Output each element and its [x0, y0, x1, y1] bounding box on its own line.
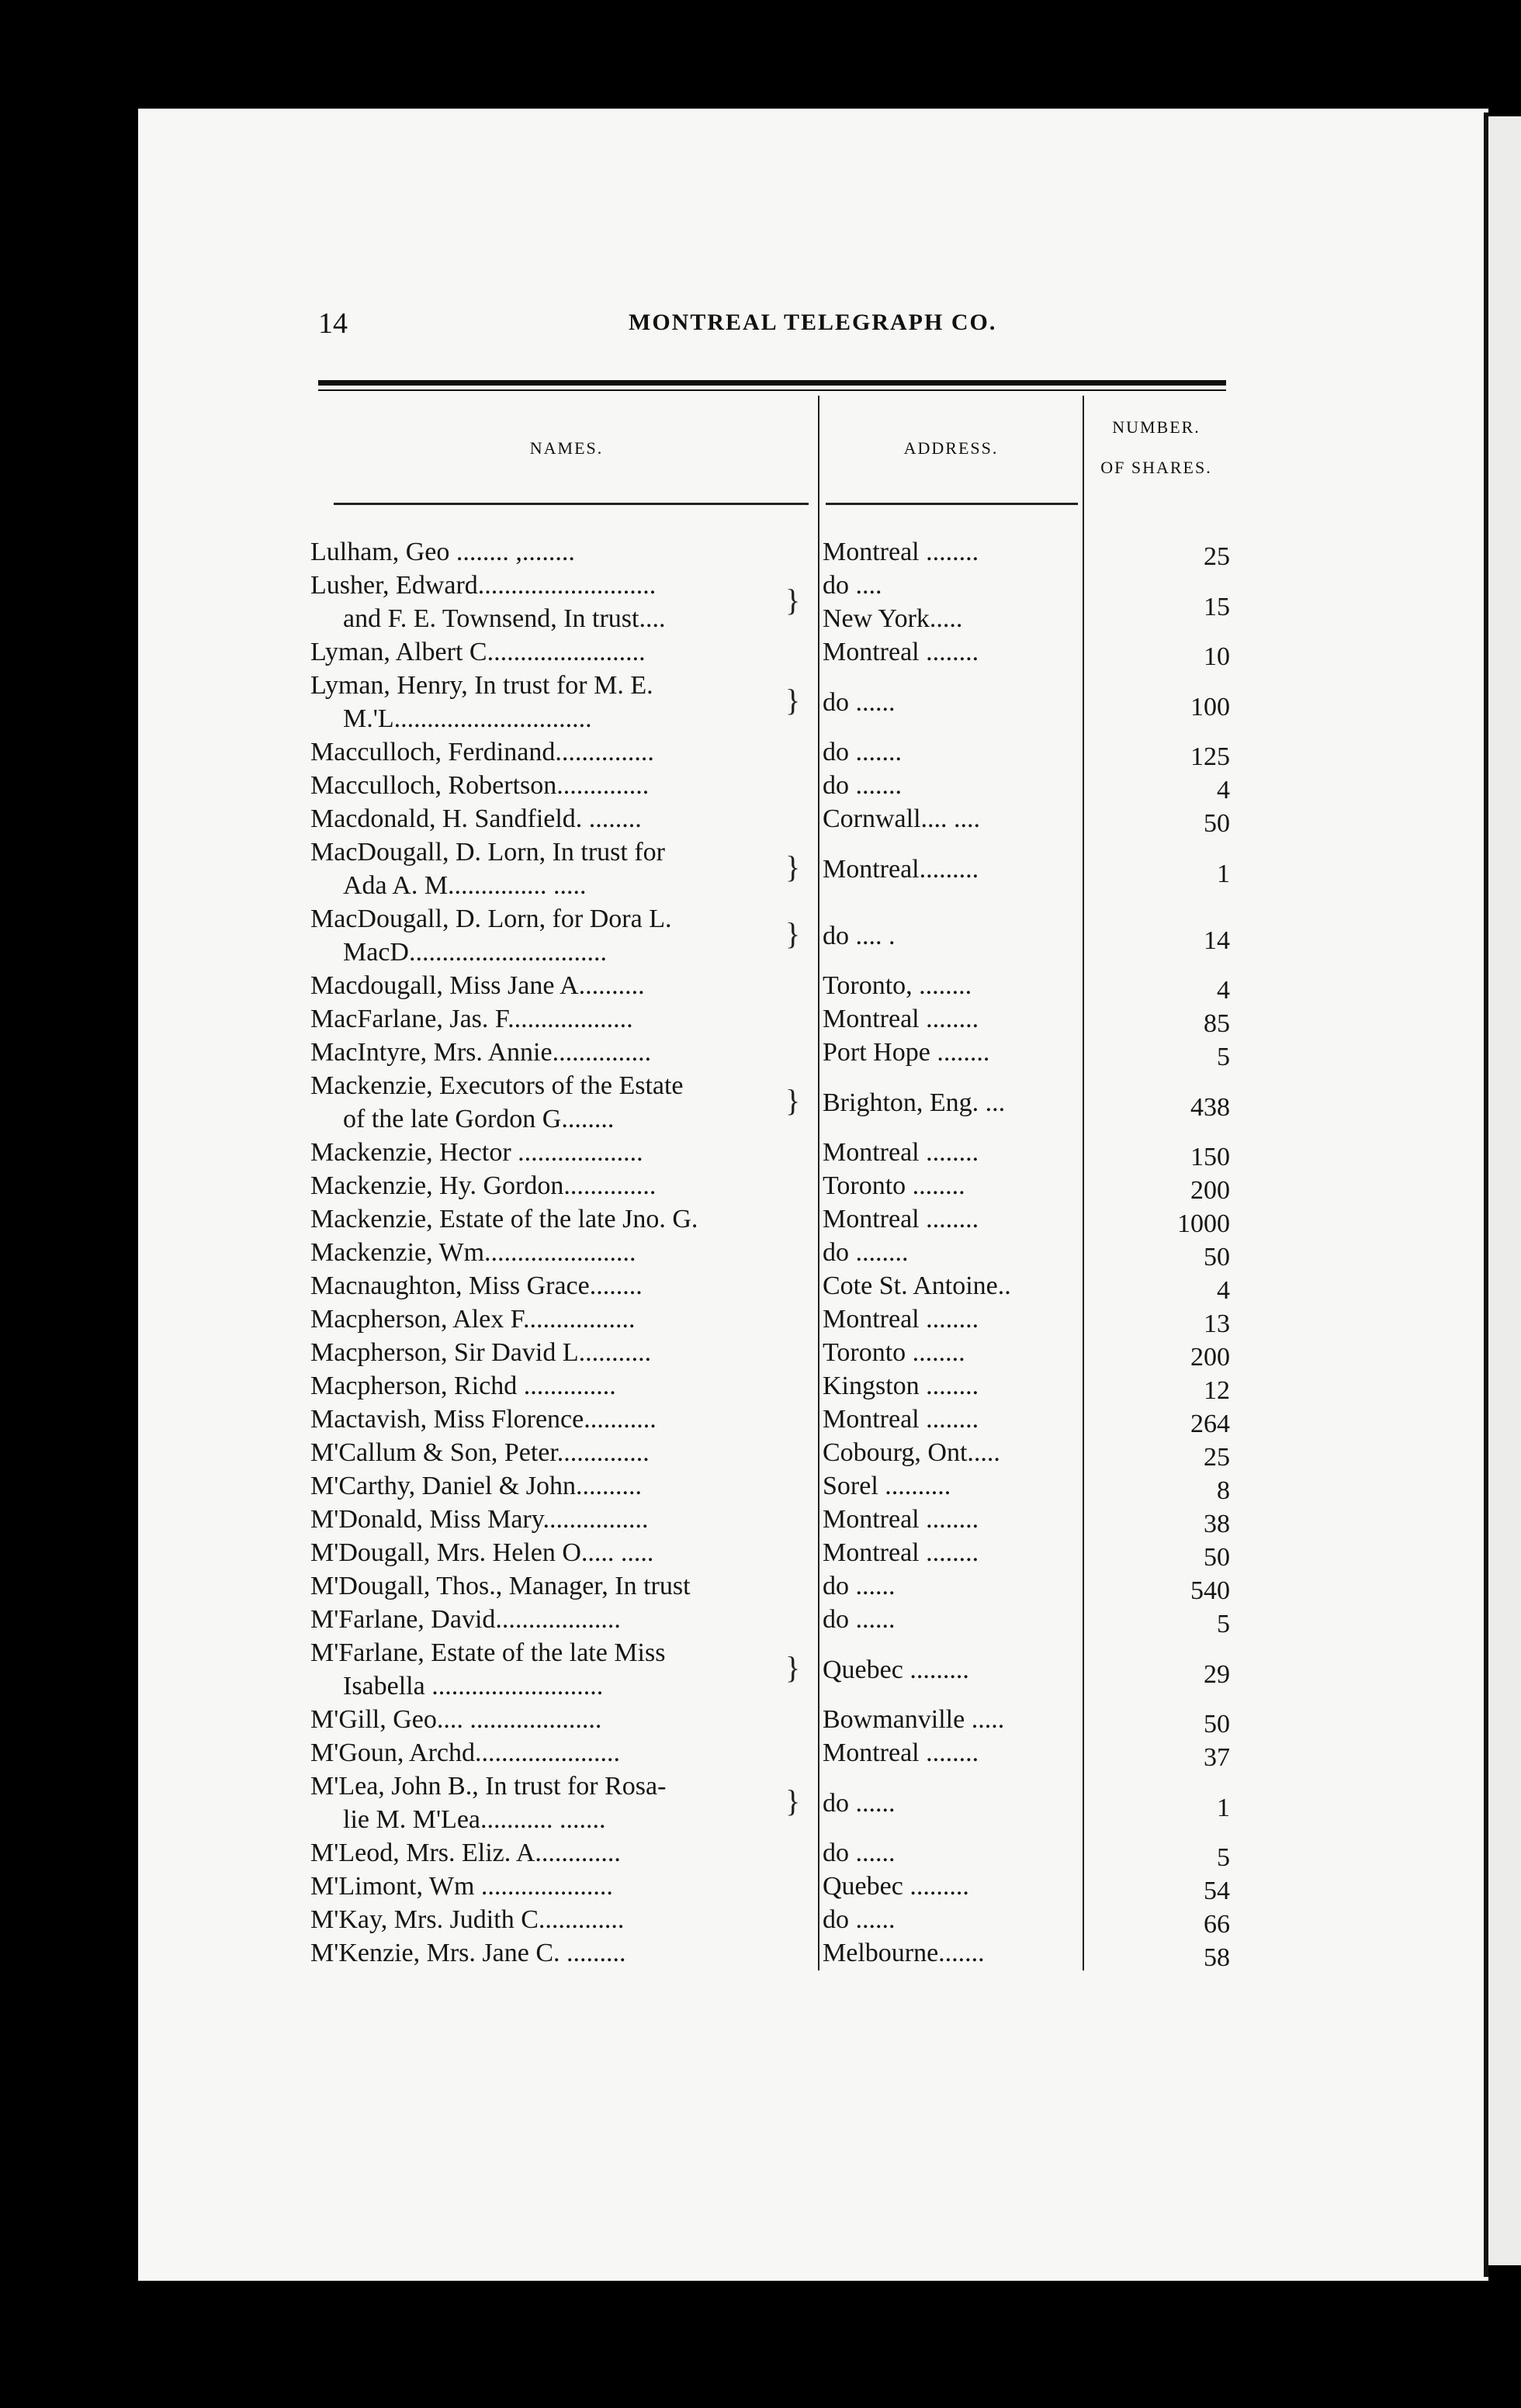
table-row [310, 1770, 1234, 1836]
table-row [310, 1636, 1234, 1703]
grouping-brace: } [785, 916, 801, 951]
shareholder-name [310, 802, 807, 836]
shareholder-address: Brighton, Eng. ... [823, 1088, 1006, 1117]
name-line: MacDougall, D. Lorn, In trust for [310, 838, 666, 867]
shareholder-name [310, 1536, 807, 1569]
shareholder-address: do ...... [823, 1839, 896, 1867]
number-of-shares: 4 [1217, 776, 1230, 804]
shareholder-address: Montreal ........ [823, 1205, 979, 1233]
column-header-number: NUMBER. [1112, 417, 1201, 437]
shareholder-name [310, 1569, 807, 1603]
grouping-brace: } [785, 583, 801, 618]
name-line: Mackenzie, Wm....................... [310, 1238, 636, 1267]
number-of-shares: 1000 [1177, 1209, 1230, 1238]
table-row [310, 1369, 1234, 1403]
shareholder-name [310, 1870, 807, 1903]
name-line: M'Donald, Miss Mary................ [310, 1505, 649, 1534]
shareholder-address: Montreal ........ [823, 538, 979, 566]
name-line: M'Lea, John B., In trust for Rosa- [310, 1772, 667, 1801]
shareholder-list [310, 535, 1234, 1970]
shareholder-name [310, 1236, 807, 1269]
name-line: of the late Gordon G........ [343, 1105, 615, 1133]
shareholder-name [310, 1169, 807, 1202]
name-line: Mackenzie, Hy. Gordon.............. [310, 1171, 657, 1200]
table-row [310, 1269, 1234, 1303]
name-line: Macpherson, Richd .............. [310, 1372, 616, 1400]
number-of-shares: 438 [1190, 1092, 1230, 1122]
number-of-shares: 12 [1204, 1376, 1230, 1405]
table-row [310, 1069, 1234, 1136]
shareholder-name [310, 836, 807, 902]
shareholder-address: Melbourne....... [823, 1939, 985, 1967]
shareholder-name [310, 769, 807, 802]
table-row [310, 569, 1234, 635]
shareholder-name [310, 1903, 807, 1936]
name-line: Mackenzie, Hector ................... [310, 1138, 643, 1167]
table-row [310, 836, 1234, 902]
number-of-shares: 85 [1204, 1009, 1230, 1038]
shareholder-address: do ...... [823, 687, 896, 717]
shareholder-address: Kingston ........ [823, 1372, 979, 1400]
table-row [310, 1036, 1234, 1069]
name-line: Macdougall, Miss Jane A.......... [310, 971, 645, 1000]
name-line: Mackenzie, Executors of the Estate [310, 1071, 684, 1100]
table-row [310, 1202, 1234, 1236]
name-line: Macdonald, H. Sandfield. ........ [310, 804, 642, 833]
shareholder-name [310, 1036, 807, 1069]
name-line: Macculloch, Ferdinand............... [310, 738, 654, 766]
name-line: M'Gill, Geo.... .................... [310, 1705, 602, 1734]
table-row [310, 535, 1234, 569]
number-of-shares: 66 [1204, 1910, 1230, 1939]
name-line: Lyman, Henry, In trust for M. E. [310, 671, 653, 700]
grouping-brace: } [785, 1784, 801, 1818]
number-of-shares: 14 [1204, 925, 1230, 955]
shareholder-name [310, 569, 807, 635]
shareholder-name [310, 969, 807, 1002]
table-row [310, 802, 1234, 836]
name-line: Lyman, Albert C........................ [310, 638, 646, 666]
shareholder-address: Montreal ........ [823, 1305, 979, 1334]
table-row [310, 669, 1234, 735]
number-of-shares: 125 [1190, 742, 1230, 771]
number-of-shares: 8 [1217, 1476, 1230, 1505]
table-row [310, 1903, 1234, 1939]
grouping-brace: } [785, 683, 801, 718]
table-row [310, 1703, 1234, 1739]
page-number: 14 [318, 307, 348, 340]
shareholder-name [310, 1770, 807, 1836]
running-title: MONTREAL TELEGRAPH CO. [629, 310, 997, 335]
number-of-shares: 4 [1217, 976, 1230, 1005]
shareholder-address: Sorel .......... [823, 1472, 951, 1500]
shareholder-name [310, 1503, 807, 1536]
header-rule [318, 380, 1226, 386]
table-row [310, 1836, 1234, 1870]
table-row [310, 735, 1234, 769]
shareholder-address: Montreal ........ [823, 1739, 979, 1767]
name-line: Ada A. M............... ..... [343, 871, 587, 900]
number-of-shares: 50 [1204, 809, 1230, 838]
name-line: M'Leod, Mrs. Eliz. A............. [310, 1839, 621, 1867]
shareholder-name [310, 1736, 807, 1770]
number-of-shares: 50 [1204, 1543, 1230, 1572]
shareholder-address: Montreal ........ [823, 1405, 979, 1434]
table-row [310, 1536, 1234, 1572]
shareholder-address: do ....... [823, 738, 902, 766]
shareholder-name [310, 902, 807, 969]
shareholder-name [310, 1436, 807, 1469]
name-line: M'Farlane, Estate of the late Miss [310, 1638, 666, 1667]
table-row [310, 1936, 1234, 1970]
number-of-shares: 25 [1204, 1443, 1230, 1472]
shareholder-name [310, 1336, 807, 1369]
shareholder-name [310, 669, 807, 735]
number-of-shares: 200 [1190, 1176, 1230, 1205]
name-line: MacD.............................. [343, 938, 607, 967]
table-row [310, 1303, 1234, 1336]
number-of-shares: 29 [1204, 1659, 1230, 1689]
shareholder-address: do ........ [823, 1238, 909, 1267]
name-line: Lulham, Geo ........ ,........ [310, 538, 575, 566]
number-of-shares: 5 [1217, 1043, 1230, 1071]
shareholder-name [310, 1269, 807, 1303]
table-row [310, 1503, 1234, 1536]
name-line: lie M. M'Lea........... ....... [343, 1805, 606, 1834]
shareholder-name [310, 1369, 807, 1403]
number-of-shares: 5 [1217, 1843, 1230, 1872]
number-of-shares: 50 [1204, 1243, 1230, 1271]
number-of-shares: 50 [1204, 1710, 1230, 1739]
shareholder-name [310, 1603, 807, 1636]
name-line: Macnaughton, Miss Grace........ [310, 1271, 643, 1300]
name-line: MacDougall, D. Lorn, for Dora L. [310, 905, 672, 933]
shareholder-name [310, 535, 807, 569]
shareholder-address: Montreal......... [823, 854, 979, 884]
grouping-brace: } [785, 1083, 801, 1118]
column-header-of-shares: OF SHARES. [1100, 458, 1212, 477]
number-of-shares: 1 [1217, 859, 1230, 888]
number-of-shares: 1 [1217, 1793, 1230, 1822]
shareholder-address [823, 569, 1079, 635]
name-line: Lusher, Edward........................... [310, 571, 657, 600]
name-line: Macculloch, Robertson.............. [310, 771, 650, 800]
number-of-shares: 58 [1204, 1943, 1230, 1972]
shareholder-name [310, 1202, 807, 1236]
name-line: M.'L.............................. [343, 704, 592, 733]
shareholder-name [310, 1703, 807, 1736]
name-line: M'Callum & Son, Peter.............. [310, 1438, 650, 1467]
shareholder-address: Bowmanville ..... [823, 1705, 1005, 1734]
number-of-shares: 13 [1204, 1310, 1230, 1338]
shareholder-address: Montreal ........ [823, 1138, 979, 1167]
table-row [310, 635, 1234, 669]
shareholder-address: Montreal ........ [823, 1538, 979, 1567]
shareholder-name [310, 1836, 807, 1870]
table-row [310, 1870, 1234, 1903]
number-of-shares: 15 [1204, 592, 1230, 621]
shareholder-name [310, 635, 807, 669]
table-row [310, 1469, 1234, 1503]
number-of-shares: 264 [1190, 1410, 1230, 1438]
name-line: M'Kenzie, Mrs. Jane C. ......... [310, 1939, 626, 1967]
name-line: MacIntyre, Mrs. Annie............... [310, 1038, 652, 1067]
shareholder-address: Montreal ........ [823, 638, 979, 666]
shareholder-name [310, 1636, 807, 1703]
shareholder-address: do ...... [823, 1788, 896, 1818]
shareholder-name [310, 1136, 807, 1169]
column-header-address: ADDRESS. [903, 438, 999, 458]
shareholder-address: Cornwall.... .... [823, 804, 981, 833]
shareholder-address: do .... . [823, 921, 896, 950]
grouping-brace: } [785, 1650, 801, 1685]
address-line: New York..... [823, 604, 963, 633]
name-line: M'Farlane, David................... [310, 1605, 621, 1634]
number-of-shares: 4 [1217, 1276, 1230, 1305]
address-line: do .... [823, 571, 882, 600]
name-line: M'Dougall, Mrs. Helen O..... ..... [310, 1538, 654, 1567]
header-rule-thin [318, 389, 1226, 391]
name-line: Macpherson, Alex F................. [310, 1305, 636, 1334]
table-row [310, 1436, 1234, 1472]
shareholder-address: Port Hope ........ [823, 1038, 990, 1067]
number-of-shares: 37 [1204, 1743, 1230, 1772]
name-line: M'Carthy, Daniel & John.......... [310, 1472, 642, 1500]
shareholder-address: do ...... [823, 1572, 896, 1600]
shareholder-address: Cote St. Antoine.. [823, 1271, 1011, 1300]
shareholder-address: Toronto, ........ [823, 971, 972, 1000]
table-row [310, 1002, 1234, 1036]
number-of-shares: 100 [1190, 692, 1230, 721]
name-line: M'Dougall, Thos., Manager, In trust [310, 1572, 691, 1600]
column-header-names: NAMES. [529, 438, 604, 458]
shareholder-address: do ....... [823, 771, 902, 800]
name-line: and F. E. Townsend, In trust.... [343, 604, 666, 633]
table-row [310, 902, 1234, 969]
shareholder-name [310, 1069, 807, 1136]
shareholder-address: do ...... [823, 1905, 896, 1934]
shareholder-address: Toronto ........ [823, 1338, 965, 1367]
name-line: M'Goun, Archd...................... [310, 1739, 621, 1767]
shareholder-address: Cobourg, Ont..... [823, 1438, 1000, 1467]
shareholder-address: Montreal ........ [823, 1505, 979, 1534]
table-row [310, 1603, 1234, 1636]
name-line: M'Limont, Wm .................... [310, 1872, 613, 1901]
name-line: M'Kay, Mrs. Judith C............. [310, 1905, 625, 1934]
table-row [310, 1236, 1234, 1269]
names-header-underline [334, 503, 809, 505]
shareholder-name [310, 1303, 807, 1336]
facing-page-edge [1488, 116, 1521, 2265]
number-of-shares: 150 [1190, 1143, 1230, 1171]
number-of-shares: 10 [1204, 642, 1230, 671]
shareholder-name [310, 1936, 807, 1970]
number-of-shares: 54 [1204, 1877, 1230, 1905]
shareholder-name [310, 735, 807, 769]
grouping-brace: } [785, 849, 801, 884]
shareholder-address: Toronto ........ [823, 1171, 965, 1200]
page-header [318, 306, 1234, 353]
address-header-underline [826, 503, 1078, 505]
number-of-shares: 5 [1217, 1610, 1230, 1638]
shareholder-name [310, 1002, 807, 1036]
shareholder-address: Montreal ........ [823, 1005, 979, 1033]
number-of-shares: 25 [1204, 542, 1230, 571]
table-row [310, 1336, 1234, 1372]
name-line: MacFarlane, Jas. F................... [310, 1005, 633, 1033]
shareholder-name [310, 1403, 807, 1436]
table-row [310, 969, 1234, 1005]
shareholder-address: Quebec ......... [823, 1655, 969, 1684]
table-row [310, 1736, 1234, 1770]
table-row [310, 1569, 1234, 1603]
number-of-shares: 38 [1204, 1510, 1230, 1538]
shareholder-name [310, 1469, 807, 1503]
table-row [310, 1136, 1234, 1169]
number-of-shares: 540 [1190, 1576, 1230, 1605]
table-row [310, 769, 1234, 802]
table-row [310, 1403, 1234, 1436]
shareholder-address: Quebec ......... [823, 1872, 969, 1901]
name-line: Mackenzie, Estate of the late Jno. G. [310, 1205, 698, 1233]
number-of-shares: 200 [1190, 1343, 1230, 1372]
name-line: Mactavish, Miss Florence........... [310, 1405, 657, 1434]
table-row [310, 1169, 1234, 1205]
name-line: Macpherson, Sir David L........... [310, 1338, 652, 1367]
shareholder-address: do ...... [823, 1605, 896, 1634]
name-line: Isabella .......................... [343, 1672, 604, 1700]
